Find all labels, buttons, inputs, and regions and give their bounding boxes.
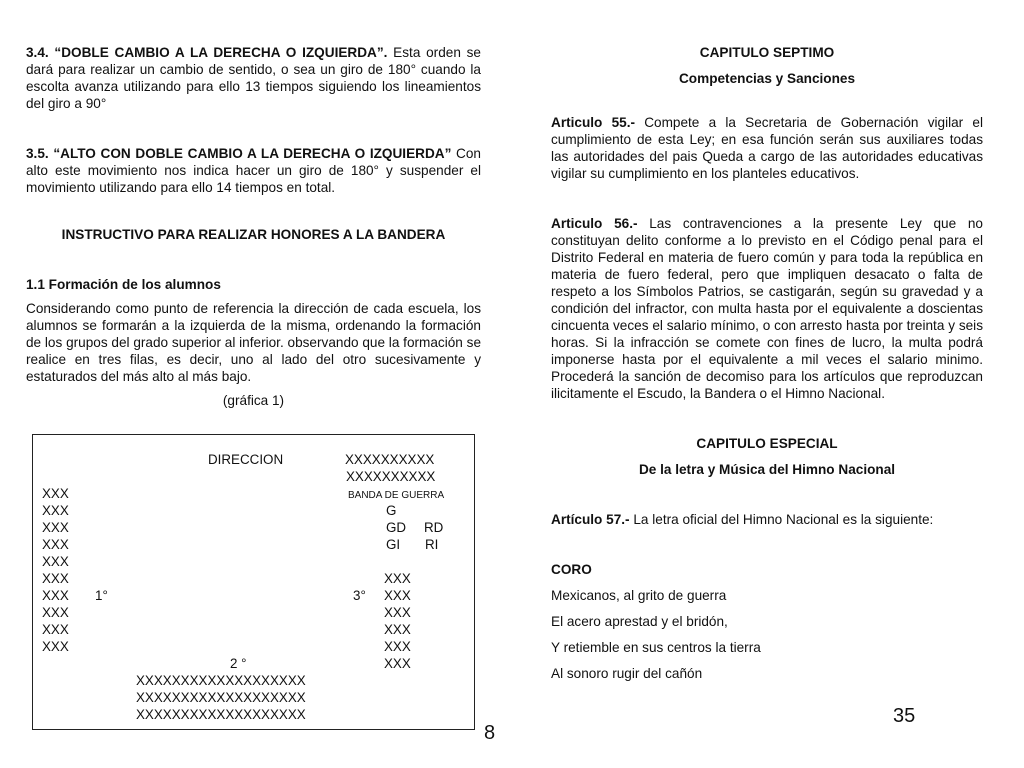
rd-label: RD (424, 520, 444, 535)
row-3-mark: XXX (384, 571, 411, 586)
right-page-number: 35 (893, 705, 916, 727)
section-1-1-heading: 1.1 Formación de los alumnos (26, 277, 221, 292)
articulo-57: Artículo 57.- La letra oficial del Himno Nacional es la siguiente: (551, 512, 934, 527)
second-row-label: 2 ° (230, 656, 247, 671)
direccion-row-1: XXXXXXXXXX (345, 452, 435, 467)
row-2-line: XXXXXXXXXXXXXXXXXXX (136, 673, 306, 688)
verse-line: Mexicanos, al grito de guerra (551, 588, 727, 603)
first-row-label: 1° (95, 588, 108, 603)
ri-label: RI (425, 537, 439, 552)
third-row-label: 3° (353, 588, 366, 603)
articulo-55: Articulo 55.- Compete a la Secretaria de Gobernación vigilar el cumplimiento de esta Ley; en esa función serán sus auxiliares todas las autoridades del pais Queda a cargo de las autoridades educativas vigilar su cumplimiento en los planteles educativos. (551, 115, 983, 181)
cap7-subtitle: Competencias y Sanciones (678, 71, 856, 86)
instructivo-heading: INSTRUCTIVO PARA REALIZAR HONORES A LA BANDERA (61, 227, 446, 242)
row-2-line: XXXXXXXXXXXXXXXXXXX (136, 707, 306, 722)
verse-line: Y retiemble en sus centros la tierra (551, 640, 761, 655)
row-1-mark: XXX (42, 503, 69, 518)
figure-caption: (gráfica 1) (222, 393, 285, 408)
direccion-row-2: XXXXXXXXXX (346, 469, 436, 484)
row-1-mark: XXX (42, 520, 69, 535)
articulo-56: Articulo 56.- Las contravenciones a la presente Ley que no constituyan delito conforme a lo previsto en el Código penal para el Distrito Federal en materia de fuero común y para toda la república en materia de fuero federal, pero que impliquen desacato o falta de respeto a los Símbolos Patrios, se castigarán, según su gravedad y a condición del infractor, con multa hasta por el equivalente a doscientas cincuenta veces el salario mínimo, o con arresto hasta por treinta y seis horas. Si la infracción se comete con fines de lucro, la multa podrá imponerse hasta por el equivalente a mil veces el salario minimo. Procederá la sanción de decomiso para los artículos que reproduzcan ilicitamente el Escudo, la Bandera o el Himno Nacional. (551, 216, 983, 401)
row-2-line: XXXXXXXXXXXXXXXXXXX (136, 690, 306, 705)
section-3-4: 3.4. “DOBLE CAMBIO A LA DERECHA O IZQUIERDA”. Esta orden se dará para realizar un cambio de sentido, o sea un giro de 180° cuando la escolta avanza utilizando para ello 13 tiempos siguiendo los lineamientos del giro a 90° (26, 45, 481, 111)
row-1-mark: XXX (42, 639, 69, 654)
left-page-number: 8 (484, 722, 496, 744)
row-1-mark: XXX (42, 571, 69, 586)
g-label: G (386, 503, 397, 518)
row-3-mark: XXX (384, 588, 411, 603)
right-page (551, 44, 983, 682)
coro-heading: CORO (551, 562, 592, 577)
capesp-title: CAPITULO ESPECIAL (696, 436, 838, 451)
cap7-title: CAPITULO SEPTIMO (699, 45, 835, 60)
row-1-mark: XXX (42, 554, 69, 569)
row-3-mark: XXX (384, 622, 411, 637)
verse-line: Al sonoro rugir del cañón (551, 666, 703, 681)
gd-label: GD (386, 520, 407, 535)
banda-label: BANDA DE GUERRA (348, 490, 445, 501)
row-1-mark: XXX (42, 605, 69, 620)
formation-diagram (32, 434, 475, 730)
section-1-1-body: Considerando como punto de referencia la dirección de cada escuela, los alumnos se formarán a la izquierda de la misma, ordenando la formación de los grupos del grado superior al inferior. observando que la formación se realice en tres filas, es decir, uno al lado del otro sucesivamente y estaturados del más alto al más bajo. (26, 301, 481, 384)
row-1-mark: XXX (42, 622, 69, 637)
left-page (26, 44, 481, 409)
row-3-mark: XXX (384, 605, 411, 620)
verse-line: El acero aprestad y el bridón, (551, 614, 728, 629)
row-3-mark: XXX (384, 639, 411, 654)
row-1-mark: XXX (42, 588, 69, 603)
row-1-mark: XXX (42, 537, 69, 552)
row-3-mark: XXX (384, 656, 411, 671)
direccion-label: DIRECCION (208, 452, 284, 467)
section-3-5: 3.5. “ALTO CON DOBLE CAMBIO A LA DERECHA O IZQUIERDA” Con alto este movimiento nos indica hacer un giro de 180° y suspender el movimiento utilizando para ello 14 tiempos en total. (26, 146, 481, 195)
gi-label: GI (386, 537, 401, 552)
capesp-subtitle: De la letra y Música del Himno Nacional (638, 462, 896, 477)
row-1-mark: XXX (42, 486, 69, 501)
